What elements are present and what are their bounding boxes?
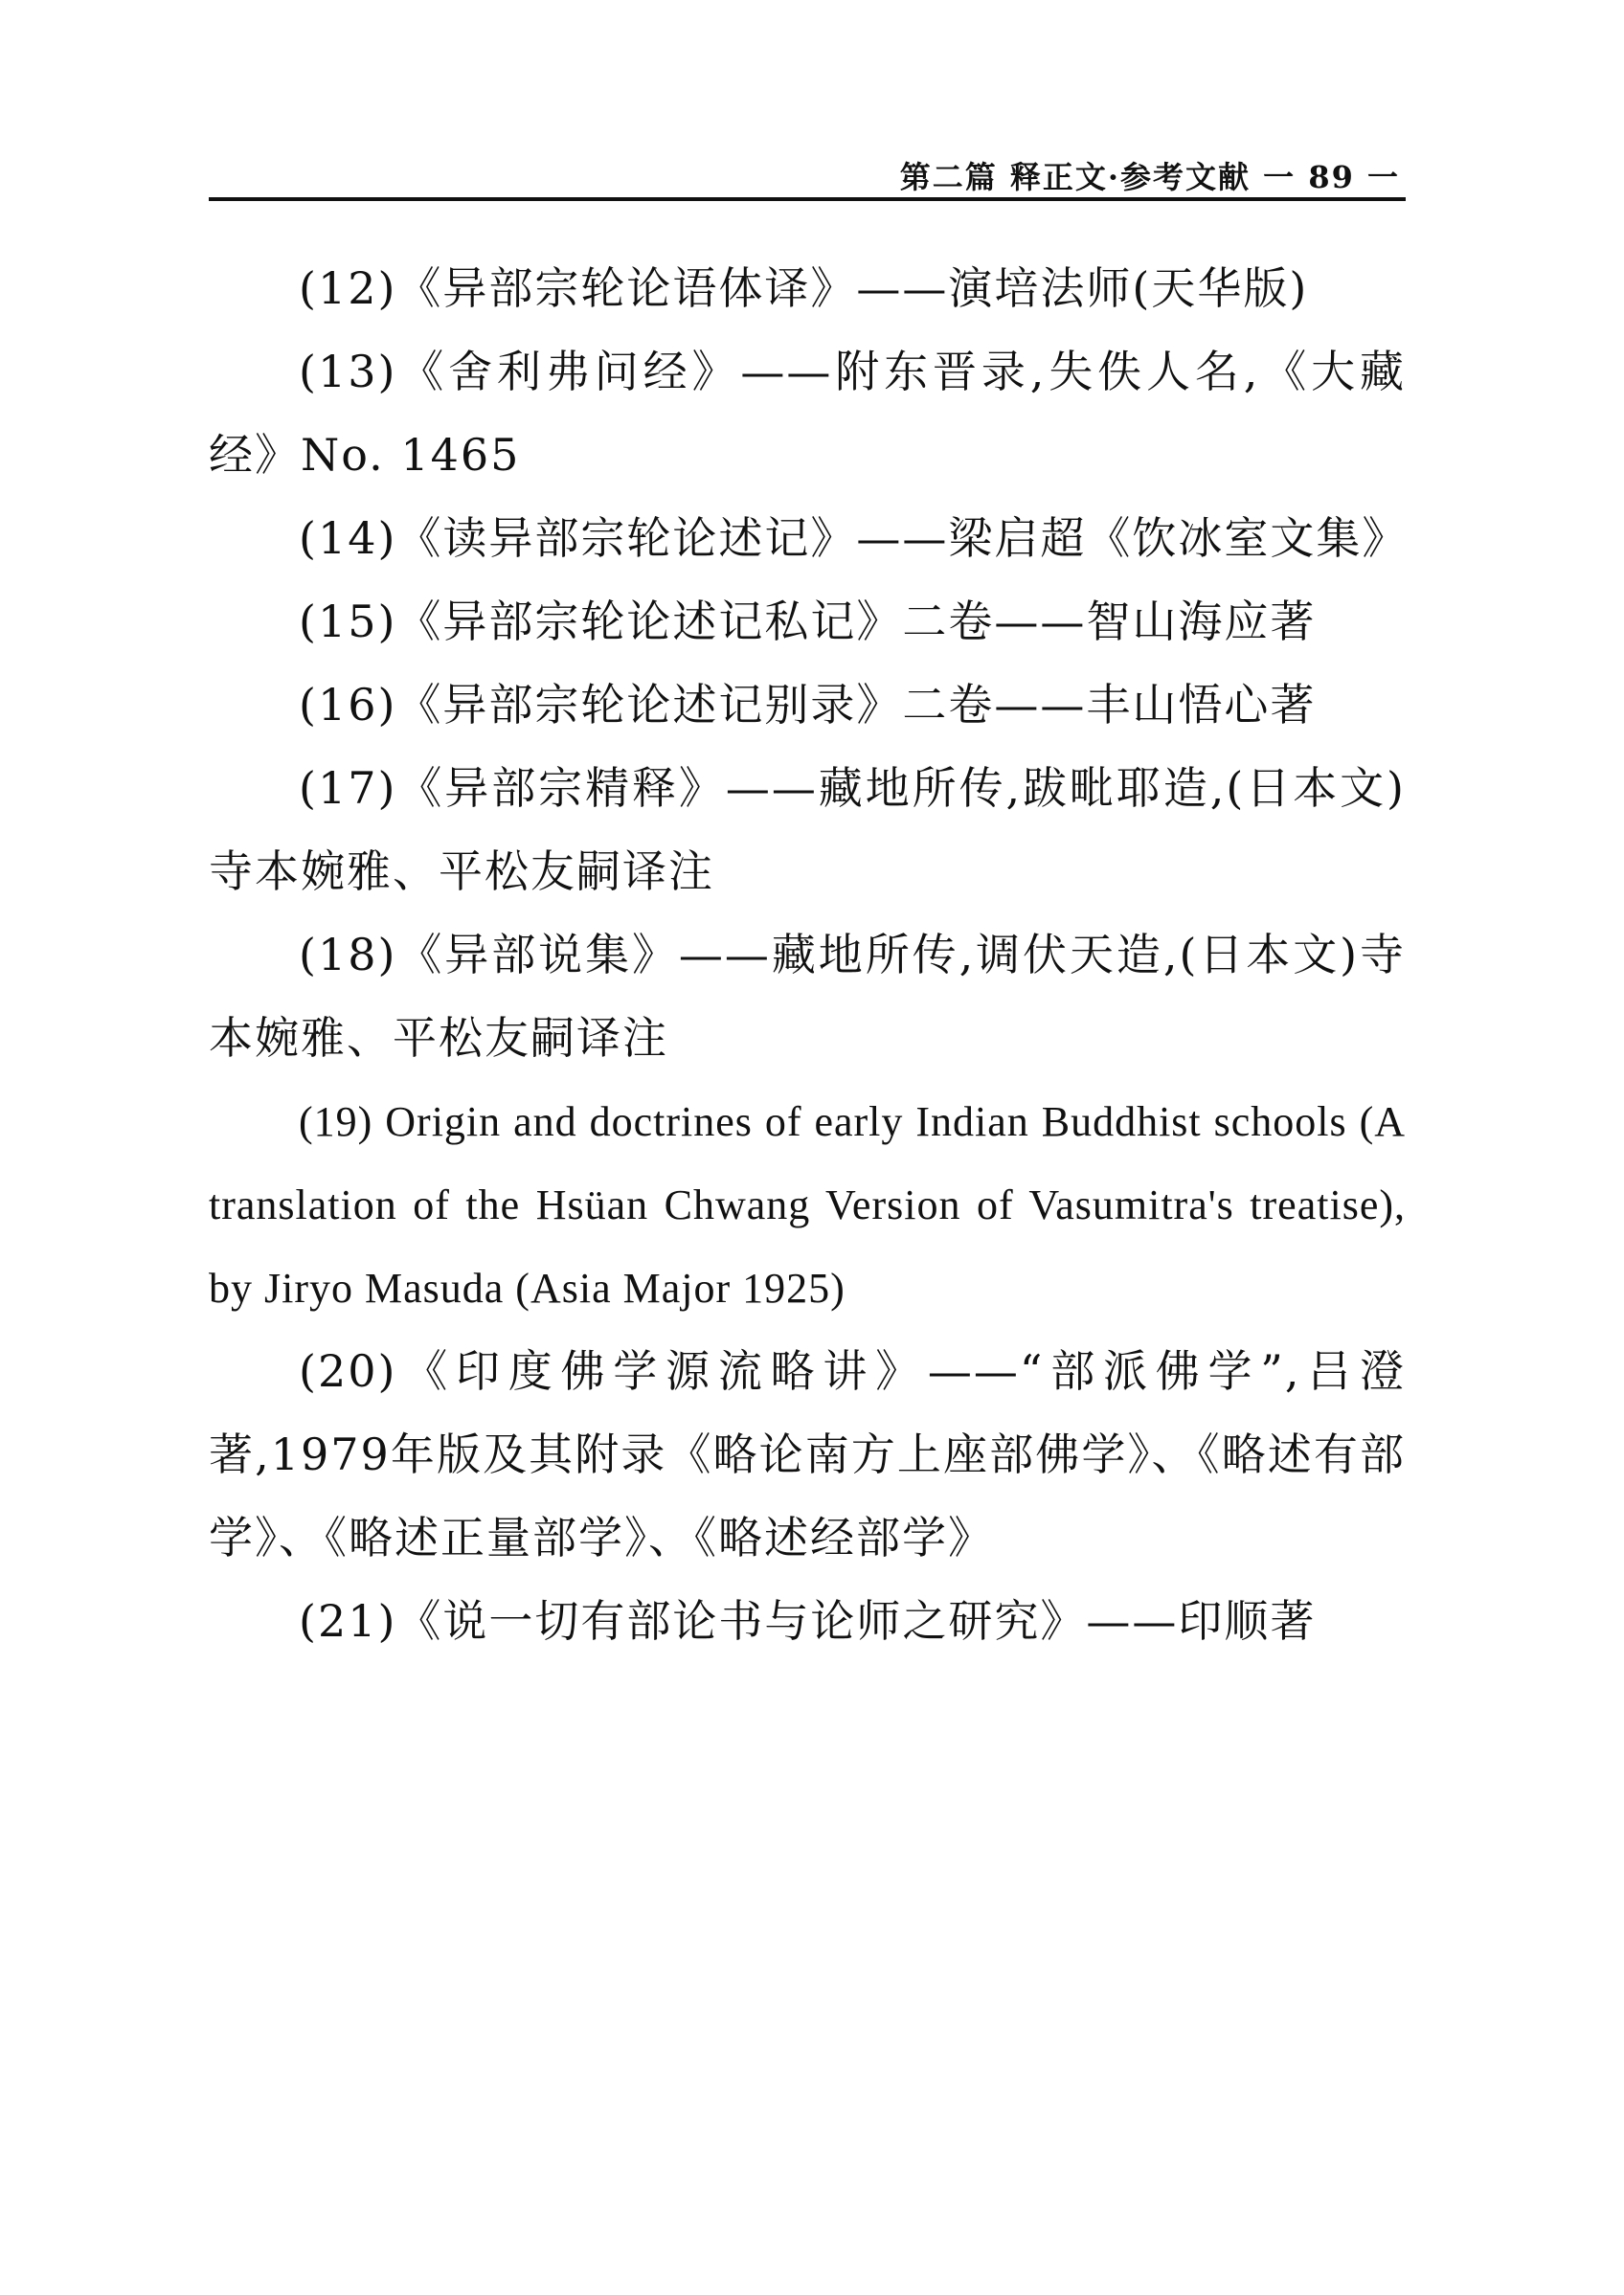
reference-item-12: (12)《异部宗轮论语体译》——演培法师(天华版) bbox=[299, 262, 1309, 314]
reference-item-17: (17)《异部宗精释》——藏地所传,跋毗耶造,(日本文)寺本婉雅、平松友嗣译注 bbox=[209, 762, 1406, 897]
reference-item-18: (18)《异部说集》——藏地所传,调伏天造,(日本文)寺本婉雅、平松友嗣译注 bbox=[209, 929, 1406, 1064]
reference-item-15: (15)《异部宗轮论述记私记》二卷——智山海应著 bbox=[299, 596, 1317, 647]
reference-item-21: (21)《说一切有部论书与论师之研究》——印顺著 bbox=[299, 1595, 1317, 1647]
reference-item-14: (14)《读异部宗轮论述记》——梁启超《饮冰室文集》 bbox=[299, 512, 1409, 564]
reference-list bbox=[209, 247, 1409, 1663]
reference-item-20: (20)《印度佛学源流略讲》——“部派佛学”,吕澄著,1979年版及其附录《略论南方上座部佛学》、《略述有部学》、《略述正量部学》、《略述经部学》 bbox=[209, 1345, 1406, 1564]
reference-item-19: (19) Origin and doctrines of early Indian Buddhist schools (A translation of the Hsüan Chwang Version of Vasumitra's treatise), by Jiryo Masuda (Asia Major 1925) bbox=[209, 1098, 1406, 1312]
reference-item-13: (13)《舍利弗问经》——附东晋录,失佚人名,《大藏经》No. 1465 bbox=[209, 346, 1406, 481]
page-header bbox=[209, 153, 1406, 201]
reference-item-16: (16)《异部宗轮论述记别录》二卷——丰山悟心著 bbox=[299, 679, 1317, 731]
running-title: 第二篇 释正文·参考文献 一 89 一 bbox=[899, 159, 1400, 195]
